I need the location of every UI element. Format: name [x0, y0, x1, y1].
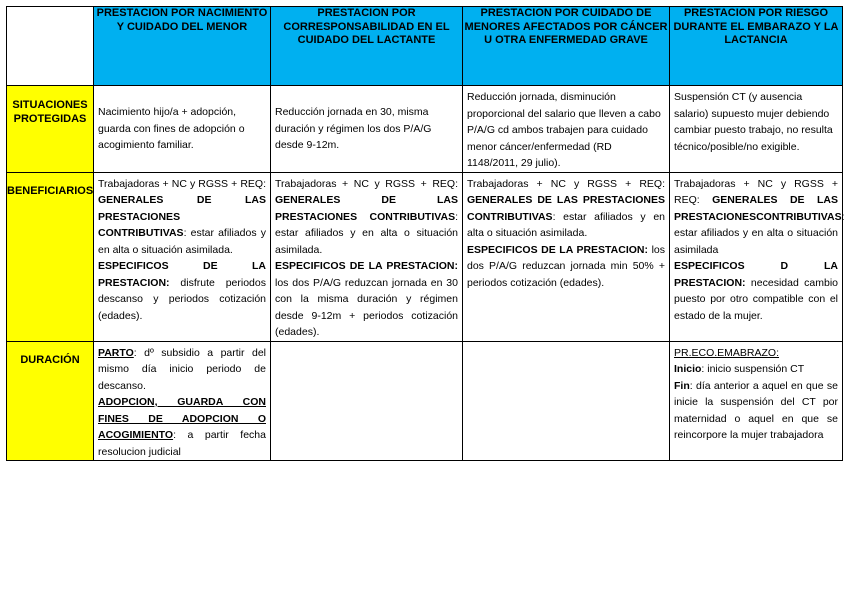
generales-text: : estar afiliados y en alta o situación asimilada.: [275, 210, 458, 256]
beneficiarios-intro: Trabajadoras + NC y RGSS + REQ:: [467, 177, 665, 190]
inicio-text: : inicio suspensión CT: [701, 363, 805, 375]
duracion-nacimiento: PARTO: dº subsidio a partir del mismo día inicio periodo de descanso. ADOPCION, GUARDA CON FINES DE ADOPCION O ACOGIMIENTO: a partir fecha resolucion judicial: [94, 341, 271, 461]
generales-label: GENERALES DE LAS PRESTACIONES CONTRIBUTIVAS: [467, 194, 665, 223]
generales-label: GENERALES DE LAS PRESTACIONES CONTRIBUTIVAS: [98, 194, 266, 239]
adopcion-label: ADOPCION, GUARDA CON FINES DE ADOPCION O ACOGIMIENTO: [98, 396, 266, 441]
beneficiarios-corresponsabilidad: [271, 172, 463, 341]
row-situaciones-protegidas: [7, 86, 843, 173]
rowhead-beneficiarios: BENEFICIARIOS: [7, 172, 94, 341]
beneficiarios-nacimiento: [94, 172, 271, 341]
header-corresponsabilidad: PRESTACION POR CORRESPONSABILIDAD EN EL CUIDADO DEL LACTANTE: [271, 7, 463, 86]
fin-text: : día anterior a aquel en que se inicie la suspensión del CT por maternidad o aquel en que se reincorpore la mujer trabajadora: [674, 379, 838, 441]
generales-text: : estar afiliados y en alta o situación asimilada.: [467, 210, 665, 239]
generales-label: GENERALES DE LAS PRESTACIONESCONTRIBUTIVAS: [674, 194, 842, 223]
especificos-label: ESPECIFICOS DE LA PRESTACION:: [275, 260, 458, 272]
especificos-label: ESPECIFICOS DE LA PRESTACION:: [467, 243, 648, 256]
row-beneficiarios: [7, 172, 843, 341]
rowhead-duracion: DURACIÓN: [7, 341, 94, 461]
generales-text: : estar afiliados y en alta o situación asimilada.: [98, 227, 266, 256]
situaciones-nacimiento: Nacimiento hijo/a + adopción, guarda con fines de adopción o acogimiento familiar.: [94, 86, 271, 173]
duracion-cancer: [463, 341, 670, 461]
duracion-corresponsabilidad: [271, 341, 463, 461]
especificos-label: ESPECIFICOS D LA PRESTACION:: [674, 260, 838, 289]
pr-eco-embarazo-title: PR.ECO.EMABRAZO:: [674, 346, 780, 359]
inicio-label: Inicio: [674, 363, 702, 375]
especificos-text: los dos P/A/G reduzcan jornada en 30 con la misma duración y régimen desde 9-12m + periodos cotización (edades).: [275, 276, 458, 338]
parto-label: PARTO: [98, 346, 134, 359]
generales-text: : estar afiliados y en alta o situación asimilada: [674, 210, 845, 256]
benefits-comparison-table: [6, 6, 843, 461]
especificos-text: disfrute periodos descanso y periodos cotización (edades).: [98, 276, 266, 322]
row-duracion: [7, 341, 843, 461]
especificos-text: necesidad cambio puesto por otro compatible con el estado de la mujer.: [674, 276, 838, 322]
duracion-riesgo-embarazo: [670, 341, 843, 461]
header-riesgo-embarazo: PRESTACION POR RIESGO DURANTE EL EMBARAZO Y LA LACTANCIA: [670, 7, 843, 86]
especificos-text: los dos P/A/G reduzcan jornada min 50% + periodos cotización (edades).: [467, 243, 665, 289]
situaciones-cancer: Reducción jornada, disminución proporcional del salario que lleven a cabo P/A/G cd ambos trabajen para cuidado menor cáncer/enfermedad (RD 1148/2011, 29 julio).: [463, 86, 670, 173]
especificos-label: ESPECIFICOS DE LA PRESTACION:: [98, 260, 266, 289]
beneficiarios-intro: Trabajadoras + NC y RGSS + REQ:: [98, 177, 266, 190]
beneficiarios-intro: Trabajadoras + NC y RGSS + REQ:: [275, 177, 458, 190]
parto-text: : dº subsidio a partir del mismo día inicio periodo de descanso.: [98, 346, 266, 392]
header-cancer: PRESTACION POR CUIDADO DE MENORES AFECTADOS POR CÁNCER U OTRA ENFERMEDAD GRAVE: [463, 7, 670, 86]
generales-label: GENERALES DE LAS PRESTACIONES CONTRIBUTIVAS: [275, 194, 458, 223]
fin-label: Fin: [674, 379, 690, 392]
adopcion-text: a partir fecha resolucion judicial: [98, 429, 266, 458]
header-row: [7, 7, 843, 86]
beneficiarios-riesgo-embarazo: [670, 172, 843, 341]
beneficiarios-cancer: [463, 172, 670, 341]
corner-cell: [7, 7, 94, 86]
header-nacimiento: PRESTACION POR NACIMIENTO Y CUIDADO DEL MENOR: [94, 7, 271, 86]
rowhead-situaciones: SITUACIONES PROTEGIDAS: [7, 86, 94, 173]
beneficiarios-intro: Trabajadoras + NC y RGSS + REQ:: [674, 177, 838, 206]
situaciones-riesgo-embarazo: Suspensión CT (y ausencia salario) supuesto mujer debiendo cambiar puesto trabajo, no resulta técnico/posible/no exigible.: [670, 86, 843, 173]
situaciones-corresponsabilidad: Reducción jornada en 30, misma duración y régimen los dos P/A/G desde 9-12m.: [271, 86, 463, 173]
